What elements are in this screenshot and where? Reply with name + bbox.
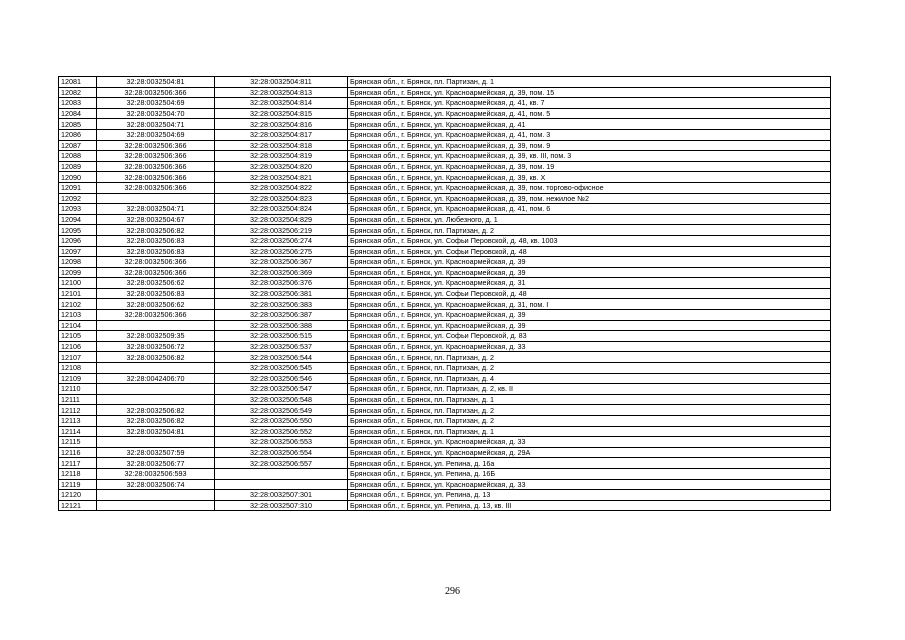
address-cell: Брянская обл., г. Брянск, пл. Партизан, д. 2, кв. II: [348, 384, 831, 395]
cadastral-number-cell: 32:28:0032506:367: [215, 257, 348, 268]
address-cell: Брянская обл., г. Брянск, ул. Красноармейская, д. 41, пом. 3: [348, 129, 831, 140]
address-cell: Брянская обл., г. Брянск, ул. Репина, д. 16а: [348, 458, 831, 469]
table-row: [59, 468, 831, 479]
cadastral-number-cell: 32:28:0032504:811: [215, 77, 348, 88]
cadastral-number-cell: 32:28:0032506:274: [215, 235, 348, 246]
address-cell: Брянская обл., г. Брянск, ул. Красноармейская, д. 39: [348, 257, 831, 268]
cadastral-number-cell: 32:28:0032506:544: [215, 352, 348, 363]
row-number-cell: 12085: [59, 119, 97, 130]
address-cell: Брянская обл., г. Брянск, ул. Красноармейская, д. 39, пом. 9: [348, 140, 831, 151]
row-number-cell: 12094: [59, 214, 97, 225]
cadastral-number-cell: 32:28:0032506:545: [215, 363, 348, 374]
cadastral-number-cell: 32:28:0032504:822: [215, 182, 348, 193]
cadastral-number-cell: 32:28:0032506:549: [215, 405, 348, 416]
quarter-number-cell: [97, 384, 215, 395]
row-number-cell: 12101: [59, 288, 97, 299]
table-row: [59, 214, 831, 225]
quarter-number-cell: [97, 363, 215, 374]
table-row: [59, 363, 831, 374]
table-row: [59, 108, 831, 119]
row-number-cell: 12096: [59, 235, 97, 246]
cadastral-number-cell: 32:28:0032504:819: [215, 151, 348, 162]
row-number-cell: 12095: [59, 225, 97, 236]
address-cell: Брянская обл., г. Брянск, ул. Красноармейская, д. 33: [348, 437, 831, 448]
row-number-cell: 12107: [59, 352, 97, 363]
address-cell: Брянская обл., г. Брянск, пл. Партизан, д. 2: [348, 363, 831, 374]
row-number-cell: 12103: [59, 310, 97, 321]
cadastral-number-cell: 32:28:0032506:546: [215, 373, 348, 384]
quarter-number-cell: 32:28:0032506:366: [97, 267, 215, 278]
table-row: [59, 373, 831, 384]
table-row: [59, 278, 831, 289]
address-cell: Брянская обл., г. Брянск, ул. Красноармейская, д. 33: [348, 479, 831, 490]
row-number-cell: 12097: [59, 246, 97, 257]
table-row: [59, 129, 831, 140]
address-cell: Брянская обл., г. Брянск, ул. Красноармейская, д. 41, пом. 5: [348, 108, 831, 119]
quarter-number-cell: [97, 320, 215, 331]
quarter-number-cell: 32:28:0032506:366: [97, 172, 215, 183]
quarter-number-cell: 32:28:0032506:83: [97, 288, 215, 299]
table-row: [59, 405, 831, 416]
cadastral-number-cell: 32:28:0032504:817: [215, 129, 348, 140]
quarter-number-cell: [97, 500, 215, 511]
row-number-cell: 12084: [59, 108, 97, 119]
address-cell: Брянская обл., г. Брянск, ул. Красноармейская, д. 39: [348, 310, 831, 321]
row-number-cell: 12121: [59, 500, 97, 511]
table-row: [59, 257, 831, 268]
quarter-number-cell: 32:28:0032506:366: [97, 161, 215, 172]
address-cell: Брянская обл., г. Брянск, ул. Красноармейская, д. 39, пом. 19: [348, 161, 831, 172]
cadastral-number-cell: 32:28:0032504:815: [215, 108, 348, 119]
table-row: [59, 98, 831, 109]
address-cell: Брянская обл., г. Брянск, пл. Партизан, д. 1: [348, 394, 831, 405]
cadastral-number-cell: 32:28:0032504:813: [215, 87, 348, 98]
cadastral-number-cell: 32:28:0032504:816: [215, 119, 348, 130]
table-row: [59, 288, 831, 299]
address-cell: Брянская обл., г. Брянск, ул. Софьи Перовской, д. 83: [348, 331, 831, 342]
row-number-cell: 12116: [59, 447, 97, 458]
quarter-number-cell: 32:28:0032506:366: [97, 87, 215, 98]
quarter-number-cell: [97, 394, 215, 405]
cadastral-number-cell: 32:28:0032506:554: [215, 447, 348, 458]
address-cell: Брянская обл., г. Брянск, ул. Красноармейская, д. 39, кв. III, пом. 3: [348, 151, 831, 162]
table-row: [59, 384, 831, 395]
table-row: [59, 352, 831, 363]
table-row: [59, 490, 831, 501]
table-row: [59, 119, 831, 130]
quarter-number-cell: 32:28:0032506:82: [97, 352, 215, 363]
cadastral-number-cell: 32:28:0032506:537: [215, 341, 348, 352]
table-row: [59, 182, 831, 193]
row-number-cell: 12088: [59, 151, 97, 162]
address-cell: Брянская обл., г. Брянск, ул. Репина, д. 16Б: [348, 468, 831, 479]
table-row: [59, 320, 831, 331]
address-cell: Брянская обл., г. Брянск, ул. Красноармейская, д. 39, пом. 15: [348, 87, 831, 98]
address-cell: Брянская обл., г. Брянск, ул. Красноармейская, д. 33: [348, 341, 831, 352]
cadastral-number-cell: 32:28:0032506:387: [215, 310, 348, 321]
table-row: [59, 140, 831, 151]
quarter-number-cell: 32:28:0032506:62: [97, 299, 215, 310]
address-cell: Брянская обл., г. Брянск, пл. Партизан, д. 2: [348, 416, 831, 427]
row-number-cell: 12111: [59, 394, 97, 405]
row-number-cell: 12115: [59, 437, 97, 448]
row-number-cell: 12089: [59, 161, 97, 172]
cadastral-number-cell: 32:28:0032506:388: [215, 320, 348, 331]
address-cell: Брянская обл., г. Брянск, ул. Репина, д. 13: [348, 490, 831, 501]
row-number-cell: 12093: [59, 204, 97, 215]
address-cell: Брянская обл., г. Брянск, ул. Красноармейская, д. 41, кв. 7: [348, 98, 831, 109]
address-cell: Брянская обл., г. Брянск, пл. Партизан, д. 2: [348, 352, 831, 363]
address-cell: Брянская обл., г. Брянск, ул. Красноармейская, д. 39, пом. нежилое №2: [348, 193, 831, 204]
cadastral-number-cell: 32:28:0032504:821: [215, 172, 348, 183]
quarter-number-cell: 32:28:0032506:366: [97, 182, 215, 193]
row-number-cell: 12105: [59, 331, 97, 342]
quarter-number-cell: 32:28:0032504:81: [97, 77, 215, 88]
table-row: [59, 225, 831, 236]
quarter-number-cell: 32:28:0032506:83: [97, 235, 215, 246]
cadastral-number-cell: 32:28:0032504:823: [215, 193, 348, 204]
address-cell: Брянская обл., г. Брянск, ул. Красноармейская, д. 39, кв. X: [348, 172, 831, 183]
table-row: [59, 426, 831, 437]
quarter-number-cell: 32:28:0032506:366: [97, 151, 215, 162]
quarter-number-cell: 32:28:0032506:82: [97, 416, 215, 427]
quarter-number-cell: 32:28:0032506:366: [97, 310, 215, 321]
cadastral-number-cell: 32:28:0032507:310: [215, 500, 348, 511]
cadastral-number-cell: [215, 479, 348, 490]
table-row: [59, 172, 831, 183]
row-number-cell: 12114: [59, 426, 97, 437]
address-cell: Брянская обл., г. Брянск, ул. Любезного, д. 1: [348, 214, 831, 225]
table-row: [59, 394, 831, 405]
cadastral-number-cell: 32:28:0032504:820: [215, 161, 348, 172]
table-row: [59, 299, 831, 310]
table-row: [59, 246, 831, 257]
table-row: [59, 437, 831, 448]
quarter-number-cell: 32:28:0032506:82: [97, 405, 215, 416]
row-number-cell: 12090: [59, 172, 97, 183]
quarter-number-cell: 32:28:0032506:83: [97, 246, 215, 257]
address-cell: Брянская обл., г. Брянск, ул. Красноармейская, д. 39: [348, 320, 831, 331]
table-row: [59, 235, 831, 246]
cadastral-number-cell: 32:28:0032504:824: [215, 204, 348, 215]
row-number-cell: 12110: [59, 384, 97, 395]
cadastral-number-cell: 32:28:0032506:383: [215, 299, 348, 310]
cadastral-number-cell: 32:28:0032506:369: [215, 267, 348, 278]
row-number-cell: 12112: [59, 405, 97, 416]
table-row: [59, 77, 831, 88]
address-cell: Брянская обл., г. Брянск, пл. Партизан, д. 2: [348, 225, 831, 236]
quarter-number-cell: 32:28:0032506:62: [97, 278, 215, 289]
table-row: [59, 87, 831, 98]
row-number-cell: 12099: [59, 267, 97, 278]
row-number-cell: 12092: [59, 193, 97, 204]
quarter-number-cell: 32:28:0032504:71: [97, 119, 215, 130]
table-row: [59, 416, 831, 427]
row-number-cell: 12081: [59, 77, 97, 88]
quarter-number-cell: 32:28:0032506:72: [97, 341, 215, 352]
row-number-cell: 12102: [59, 299, 97, 310]
quarter-number-cell: 32:28:0032504:81: [97, 426, 215, 437]
cadastral-number-cell: 32:28:0032506:219: [215, 225, 348, 236]
quarter-number-cell: 32:28:0032506:74: [97, 479, 215, 490]
row-number-cell: 12113: [59, 416, 97, 427]
row-number-cell: 12119: [59, 479, 97, 490]
quarter-number-cell: 32:28:0032506:366: [97, 257, 215, 268]
table-row: [59, 331, 831, 342]
row-number-cell: 12106: [59, 341, 97, 352]
cadastral-number-cell: 32:28:0032507:301: [215, 490, 348, 501]
row-number-cell: 12087: [59, 140, 97, 151]
table-row: [59, 161, 831, 172]
address-cell: Брянская обл., г. Брянск, пл. Партизан, д. 1: [348, 426, 831, 437]
table-row: [59, 310, 831, 321]
row-number-cell: 12117: [59, 458, 97, 469]
address-cell: Брянская обл., г. Брянск, ул. Красноармейская, д. 31: [348, 278, 831, 289]
quarter-number-cell: 32:28:0032504:69: [97, 129, 215, 140]
registry-table-body: [59, 77, 831, 511]
cadastral-number-cell: 32:28:0032506:515: [215, 331, 348, 342]
quarter-number-cell: 32:28:0032504:69: [97, 98, 215, 109]
address-cell: Брянская обл., г. Брянск, пл. Партизан, д. 4: [348, 373, 831, 384]
cadastral-number-cell: 32:28:0032506:552: [215, 426, 348, 437]
address-cell: Брянская обл., г. Брянск, ул. Софьи Перовской, д. 48: [348, 246, 831, 257]
cadastral-number-cell: 32:28:0032506:557: [215, 458, 348, 469]
page-number: 296: [445, 586, 460, 597]
row-number-cell: 12104: [59, 320, 97, 331]
table-row: [59, 447, 831, 458]
quarter-number-cell: 32:28:0032506:366: [97, 140, 215, 151]
cadastral-number-cell: 32:28:0032506:553: [215, 437, 348, 448]
cadastral-number-cell: 32:28:0032504:814: [215, 98, 348, 109]
address-cell: Брянская обл., г. Брянск, ул. Красноармейская, д. 41, пом. 6: [348, 204, 831, 215]
row-number-cell: 12100: [59, 278, 97, 289]
quarter-number-cell: [97, 437, 215, 448]
row-number-cell: 12109: [59, 373, 97, 384]
cadastral-number-cell: 32:28:0032506:547: [215, 384, 348, 395]
quarter-number-cell: 32:28:0042406:70: [97, 373, 215, 384]
row-number-cell: 12082: [59, 87, 97, 98]
quarter-number-cell: 32:28:0032504:67: [97, 214, 215, 225]
table-row: [59, 341, 831, 352]
table-row: [59, 500, 831, 511]
quarter-number-cell: [97, 193, 215, 204]
row-number-cell: 12120: [59, 490, 97, 501]
quarter-number-cell: 32:28:0032506:593: [97, 468, 215, 479]
table-row: [59, 204, 831, 215]
row-number-cell: 12098: [59, 257, 97, 268]
address-cell: Брянская обл., г. Брянск, ул. Красноармейская, д. 29А: [348, 447, 831, 458]
cadastral-number-cell: 32:28:0032506:548: [215, 394, 348, 405]
address-cell: Брянская обл., г. Брянск, ул. Софьи Перовской, д. 48, кв. 1003: [348, 235, 831, 246]
cadastral-number-cell: 32:28:0032504:829: [215, 214, 348, 225]
address-cell: Брянская обл., г. Брянск, ул. Красноармейская, д. 39: [348, 267, 831, 278]
quarter-number-cell: [97, 490, 215, 501]
quarter-number-cell: 32:28:0032506:82: [97, 225, 215, 236]
table-row: [59, 151, 831, 162]
cadastral-number-cell: 32:28:0032506:275: [215, 246, 348, 257]
cadastral-number-cell: 32:28:0032506:550: [215, 416, 348, 427]
cadastral-number-cell: [215, 468, 348, 479]
quarter-number-cell: 32:28:0032504:71: [97, 204, 215, 215]
table-row: [59, 267, 831, 278]
row-number-cell: 12118: [59, 468, 97, 479]
address-cell: Брянская обл., г. Брянск, ул. Красноармейская, д. 41: [348, 119, 831, 130]
address-cell: Брянская обл., г. Брянск, ул. Красноармейская, д. 39, пом. торгово-офисное: [348, 182, 831, 193]
row-number-cell: 12108: [59, 363, 97, 374]
address-cell: Брянская обл., г. Брянск, пл. Партизан, д. 1: [348, 77, 831, 88]
row-number-cell: 12083: [59, 98, 97, 109]
table-row: [59, 193, 831, 204]
quarter-number-cell: 32:28:0032504:70: [97, 108, 215, 119]
address-cell: Брянская обл., г. Брянск, ул. Репина, д. 13, кв. III: [348, 500, 831, 511]
quarter-number-cell: 32:28:0032509:35: [97, 331, 215, 342]
registry-table: [58, 76, 831, 511]
quarter-number-cell: 32:28:0032507:59: [97, 447, 215, 458]
quarter-number-cell: 32:28:0032506:77: [97, 458, 215, 469]
cadastral-number-cell: 32:28:0032504:818: [215, 140, 348, 151]
cadastral-number-cell: 32:28:0032506:381: [215, 288, 348, 299]
address-cell: Брянская обл., г. Брянск, ул. Красноармейская, д. 31, пом. I: [348, 299, 831, 310]
row-number-cell: 12091: [59, 182, 97, 193]
table-row: [59, 479, 831, 490]
row-number-cell: 12086: [59, 129, 97, 140]
cadastral-number-cell: 32:28:0032506:376: [215, 278, 348, 289]
address-cell: Брянская обл., г. Брянск, пл. Партизан, д. 2: [348, 405, 831, 416]
address-cell: Брянская обл., г. Брянск, ул. Софьи Перовской, д. 48: [348, 288, 831, 299]
table-row: [59, 458, 831, 469]
